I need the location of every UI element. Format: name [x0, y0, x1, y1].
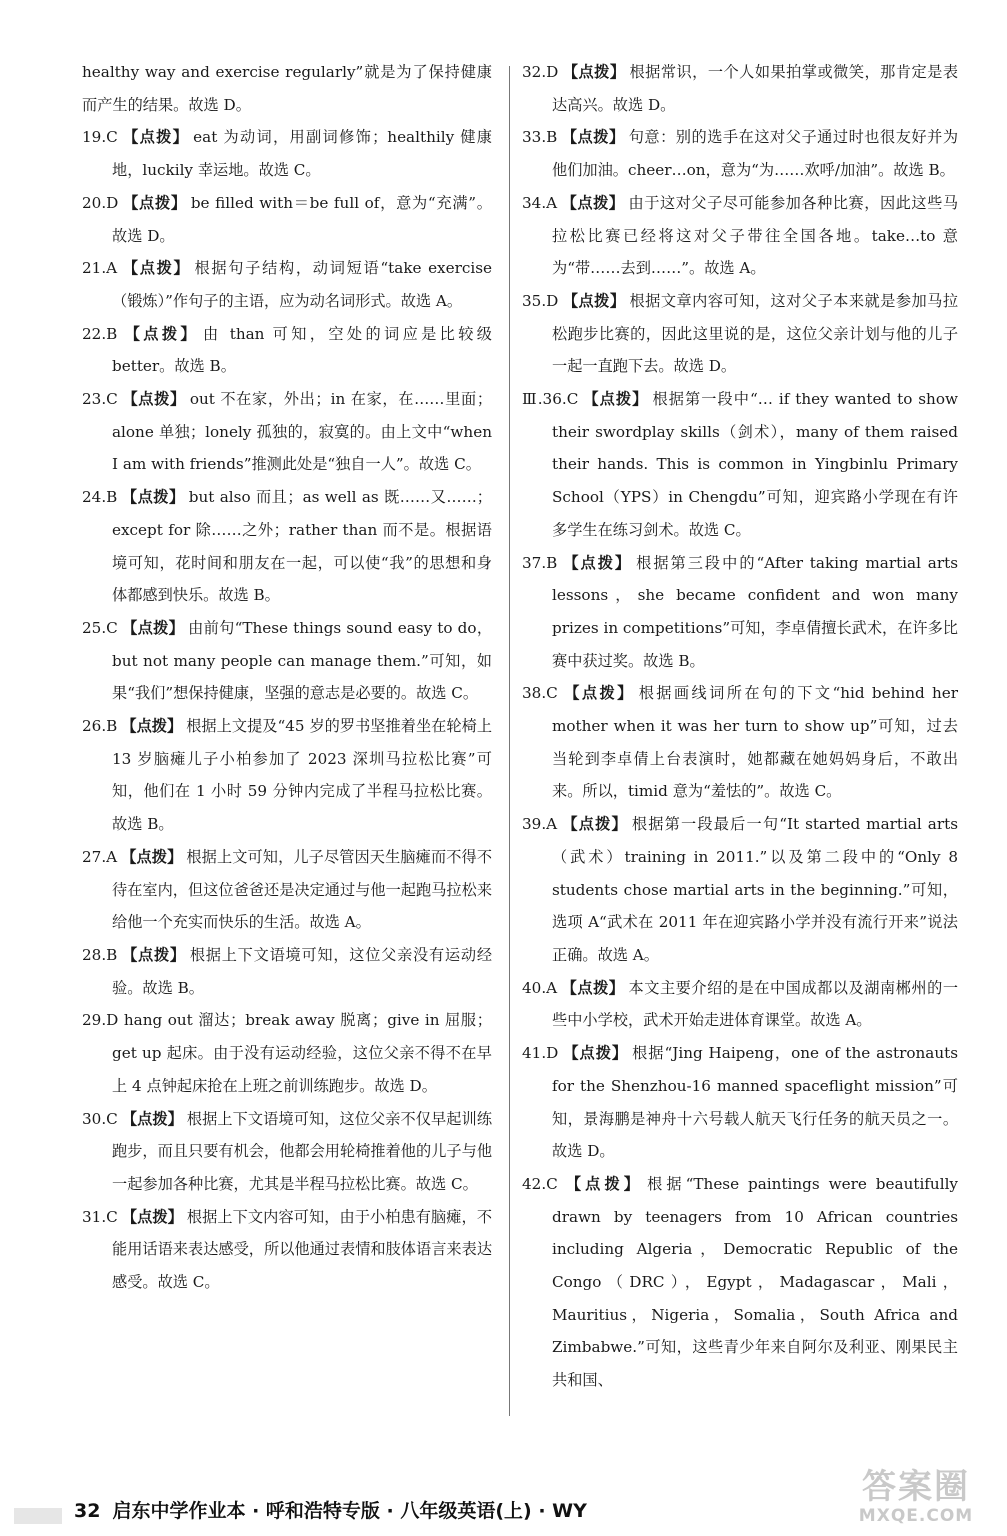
- answer-item-33: 33.B 【点拨】 句意：别的选手在这对父子通过时也很友好并为他们加油。cheer…on，意为“为……欢呼/加油”。故选 B。: [522, 128, 959, 180]
- watermark-logo-text: 答案圈: [862, 1467, 970, 1507]
- watermark-logo: [841, 1468, 991, 1532]
- answer-item-31: 31.C 【点拨】 根据上下文内容可知，由于小柏患有脑瘫，不能用话语来表达感受，所以他通过表情和肢体语言来表达感受。故选 C。: [82, 1207, 493, 1292]
- footer-text: [74, 1496, 587, 1523]
- answer-item-38: 38.C 【点拨】 根据画线词所在句的下文“hid behind her mother when it was her turn to show up”可知，过去当轮到李卓倩上台表演时，她都藏在她妈妈身后，不敢出来。所以，timid 意为“羞怯的”。故选 C。: [522, 684, 958, 801]
- answer-item-35: 35.D 【点拨】 根据文章内容可知，这对父子本来就是参加马拉松跑步比赛的，因此这里说的是，这位父亲计划与他的儿子一起一直跑下去。故选 D。: [522, 291, 959, 376]
- answer-item-24: 24.B 【点拨】 but also 而且；as well as 既……又……；except for 除……之外；rather than 而不是。根据语境可知，花时间和朋友在一起，可以使“我”的思想和身体都感到快乐。故选 B。: [82, 488, 492, 605]
- column-divider: [509, 66, 510, 1416]
- right-column: [522, 56, 958, 1397]
- page-number: 32: [74, 1500, 101, 1522]
- answer-item-23: 23.C 【点拨】 out 不在家，外出；in 在家，在……里面；alone 单独；lonely 孤独的，寂寞的。由上文中“when I am with friends”推测此处是“独自一人”。故选 C。: [82, 390, 493, 474]
- answer-item-25: 25.C 【点拨】 由前句“These things sound easy to do，but not many people can manage them.”可知，如果“我们”想保持健康，坚强的意志是必要的。故选 C。: [82, 618, 493, 703]
- answer-item-34: 34.A 【点拨】 由于这对父子尽可能参加各种比赛，因此这些马拉松比赛已经将这对父子带往全国各地。take…to 意为“带……去到……”。故选 A。: [522, 193, 959, 278]
- left-column: [82, 56, 492, 1299]
- answer-item-41: 41.D 【点拨】 根据“Jing Haipeng，one of the astronauts for the Shenzhou-16 manned spaceflight mission”可知，景海鹏是神舟十六号载人航天飞行任务的航天员之一。故选 D。: [522, 1044, 958, 1161]
- answer-item-27: 27.A 【点拨】 根据上文可知，儿子尽管因天生脑瘫而不得不待在室内，但这位爸爸还是决定通过与他一起跑马拉松来给他一个充实而快乐的生活。故选 A。: [82, 847, 493, 932]
- watermark-url: MXQE.COM: [858, 1506, 974, 1526]
- answer-item-39: 39.A 【点拨】 根据第一段最后一句“It started martial arts（武术）training in 2011.”以及第二段中的“Only 8 students chose martial arts in the beginning.”可知，选项 A“武术在 2011 年在迎宾路小学并没有流行开来”说法正确。故选 A。: [522, 815, 959, 964]
- answer-item-28: 28.B 【点拨】 根据上下文语境可知，这位父亲没有运动经验。故选 B。: [82, 945, 493, 997]
- answer-item-21: 21.A 【点拨】 根据句子结构，动词短语“take exercise（锻炼）”作句子的主语，应为动名词形式。故选 A。: [82, 259, 493, 310]
- section-label: Ⅲ.: [522, 390, 543, 409]
- continuation-text: healthy way and exercise regularly”就是为了保持健康而产生的结果。故选 D。: [82, 63, 492, 114]
- answer-item-22: 22.B 【点拨】 由 than 可知，空处的词应是比较级 better。故选 B。: [82, 324, 492, 376]
- answer-item-36: Ⅲ.36.C 【点拨】 根据第一段中“… if they wanted to show their swordplay skills（剑术），many of them raised their hands. This is common in Yingbinlu Primary School（YPS）in Chengdu”可知，迎宾路小学现在有许多学生在练习剑术。故选 C。: [522, 390, 958, 539]
- answer-item-42: 42.C 【点拨】 根据“These paintings were beautifully drawn by teenagers from 10 African countries including Algeria，Democratic Republic of the Congo（DRC），Egypt，Madagascar，Mali，Mauritius，Nigeria，Somalia，South Africa and Zimbabwe.”可知，这些青少年来自阿尔及利亚、刚果民主共和国、: [522, 1174, 959, 1390]
- answer-item-29: 29.D hang out 溜达；break away 脱离；give in 屈服；get up 起床。由于没有运动经验，这位父亲不得不在早上 4 点钟起床抢在上班之前训练跑步。故选 D。: [82, 1011, 492, 1095]
- answer-item-20: 20.D 【点拨】 be filled with＝be full of，意为“充满”。故选 D。: [82, 193, 492, 245]
- answer-item-19: 19.C 【点拨】 eat 为动词，用副词修饰；healthily 健康地，luckily 幸运地。故选 C。: [82, 128, 492, 180]
- book-title: 启东中学作业本 · 呼和浩特专版 · 八年级英语(上) · WY: [112, 1500, 587, 1522]
- answer-item-40: 40.A 【点拨】 本文主要介绍的是在中国成都以及湖南郴州的一些中小学校，武术开始走进体育课堂。故选 A。: [522, 978, 959, 1030]
- answer-item-26: 26.B 【点拨】 根据上文提及“45 岁的罗书坚推着坐在轮椅上 13 岁脑瘫儿子小柏参加了 2023 深圳马拉松比赛”可知，他们在 1 小时 59 分钟内完成了半程马拉松比赛。故选 B。: [82, 717, 493, 834]
- answer-item-30: 30.C 【点拨】 根据上下文语境可知，这位父亲不仅早起训练跑步，而且只要有机会，他都会用轮椅推着他的儿子与他一起参加各种比赛，尤其是半程马拉松比赛。故选 C。: [82, 1109, 493, 1193]
- answer-item-37: 37.B 【点拨】 根据第三段中的“After taking martial arts lessons，she became confident and won many prizes in competitions”可知，李卓倩擅长武术，在许多比赛中获过奖。故选 B。: [522, 553, 958, 670]
- answer-item-32: 32.D 【点拨】 根据常识，一个人如果拍掌或微笑，那肯定是表达高兴。故选 D。: [522, 63, 959, 114]
- footer-decoration-bar: [14, 1508, 62, 1524]
